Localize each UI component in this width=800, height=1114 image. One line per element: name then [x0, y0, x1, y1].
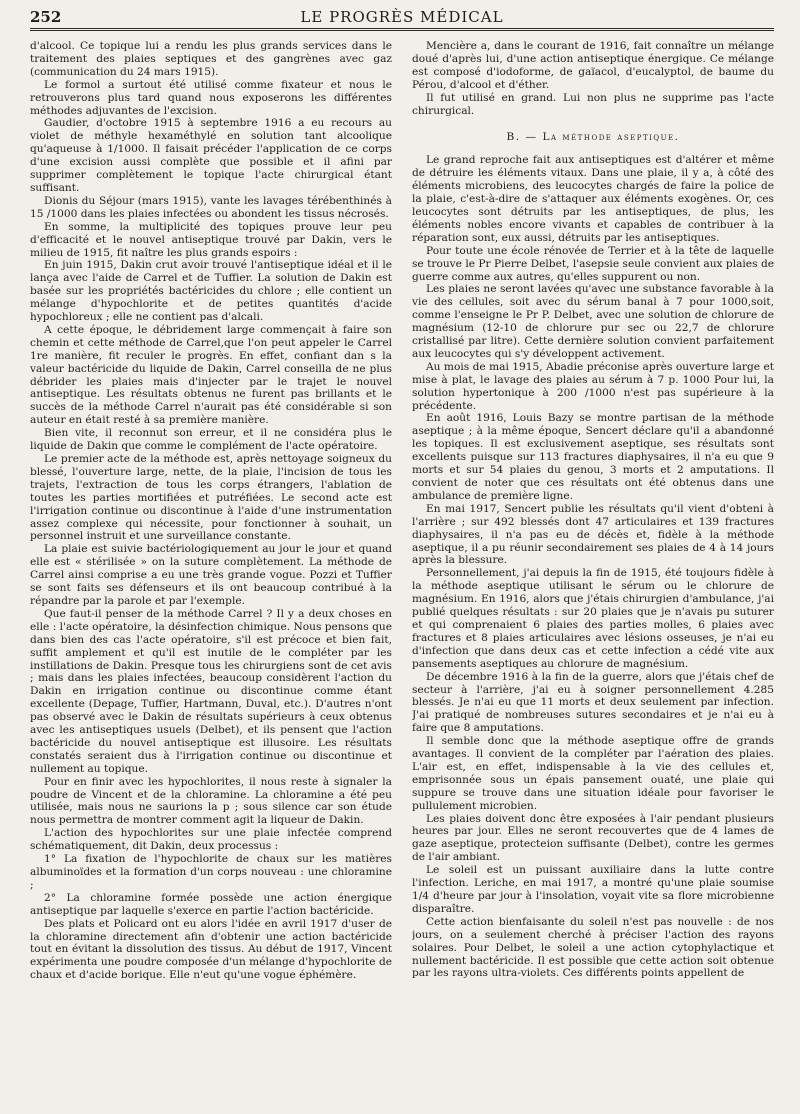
paragraph: Il semble donc que la méthode aseptique offre de grands avantages. Il convient de la compléter par l'aération des plaies. L'air est, en effet, indispensable à la vie des cellules et, emprisonnée sous un épais pansement ouaté, une plaie qui suppure se trouve dans une situation idéale pour favoriser le pullulement microbien.: [412, 735, 774, 812]
right-column-body: [412, 154, 774, 980]
paragraph: Pour toute une école rénovée de Terrier et à la tête de laquelle se trouve le Pr Pierre Delbet, l'asepsie seule convient aux plaies de guerre comme aux autres, qu'elles suppurent ou non.: [412, 244, 774, 283]
paragraph: Pour en finir avec les hypochlorites, il nous reste à signaler la poudre de Vincent et de la chloramine. La chloramine a été peu utilisée, mais nous ne saurions la p ; sous silence car son étude nous permettra de montrer comment agit la liqueur de Dakin.: [30, 775, 392, 827]
paragraph: Le grand reproche fait aux antiseptiques est d'altérer et même de détruire les éléments vitaux. Dans une plaie, il y a, à côté des éléments microbiens, des leucocytes chargés de faire la police de la plaie, c'est-à-dire de s'attaquer aux éléments exogènes. Or, ces leucocytes sont détruits par les antiseptiques, de plus, les éléments nobles encore vivants et capables de contribuer à la réparation sont, eux aussi, détruits par les antiseptiques.: [412, 154, 774, 244]
right-column: [412, 40, 774, 1104]
journal-title: LE PROGRÈS MÉDICAL: [300, 8, 504, 26]
paragraph: 2° La chloramine formée possède une action énergique antiseptique par laquelle s'exerce en partie l'action bactéricide.: [30, 891, 392, 917]
paragraph: En mai 1917, Sencert publie les résultats qu'il vient d'obteni à l'arrière ; sur 492 blessés dont 47 articulaires et 139 fractures diaphysaires, il n'a pas eu de décès et, fidèle à la méthode aseptique, il a pu réunir secondairement ses plaies de 4 à 14 jours après la blessure.: [412, 502, 774, 567]
paragraph: 1° La fixation de l'hypochlorite de chaux sur les matières albuminoïdes et la formation d'un corps nouveau : une chloramine ;: [30, 853, 392, 891]
paragraph: Les plaies doivent donc être exposées à l'air pendant plusieurs heures par jour. Elles ne seront recouvertes que de 4 lames de gaze aseptique, protecteion suffisante (Delbet), contre les germes de l'air ambiant.: [412, 812, 774, 864]
paragraph: Au mois de mai 1915, Abadie préconise après ouverture large et mise à plat, le lavage des plaies au sérum à 7 p. 1000 Pour lui, la solution hypertonique à 200 /1000 n'est pas supérieure à la précédente.: [412, 360, 774, 412]
paragraph: Le premier acte de la méthode est, après nettoyage soigneux du blessé, l'ouverture large, nette, de la plaie, l'incision de tous les trajets, l'extraction de tous les corps étrangers, l'ablation de toutes les parties mortifiées et putréfiées. Le second acte est l'irrigation continue ou discontinue à l'aide d'une instrumentation assez complexe qui nécessite, pour fonctionner à souhait, un personnel instruit et une surveillance constante.: [30, 453, 392, 543]
paragraph: Le formol a surtout été utilisé comme fixateur et nous le retrouverons plus tard quand nous exposerons les différentes méthodes adjuvantes de l'excision.: [30, 78, 392, 117]
paragraph: Cette action bienfaisante du soleil n'est pas nouvelle : de nos jours, on a seulement cherché à préciser l'action des rayons solaires. Pour Delbet, le soleil a une action cytophylactique et nullement bactéricide. Il est possible que cette action soit obtenue par les rayons ultra-violets. Ces différents points appellent de: [412, 915, 774, 980]
section-heading: B. — La méthode aseptique.: [506, 131, 680, 144]
page-header: [30, 6, 774, 31]
left-column: [30, 40, 392, 1104]
paragraph: Mencière a, dans le courant de 1916, fait connaître un mélange doué d'après lui, d'une action antiseptique énergique. Ce mélange est composé d'iodoforme, de gaïacol, d'eucalyptol, de baume du Pérou, d'alcool et d'éther.: [412, 40, 774, 91]
paragraph: En somme, la multiplicité des topiques prouve leur peu d'efficacité et le nouvel antiseptique trouvé par Dakin, vers le milieu de 1915, fit naître les plus grands espoirs :: [30, 220, 392, 259]
paragraph: De décembre 1916 à la fin de la guerre, alors que j'étais chef de secteur à l'arrière, j'ai eu à soigner personnellement 4.285 blessés. Je n'ai eu que 11 morts et deux seulement par infection. J'ai pratiqué de nombreuses sutures secondaires et je n'ai eu à faire que 8 amputations.: [412, 670, 774, 735]
paragraph: Personnellement, j'ai depuis la fin de 1915, été toujours fidèle à la méthode aseptique utilisant le sérum ou le chlorure de magnésium. En 1916, alors que j'étais chirurgien d'ambulance, j'ai publié quelques résultats : sur 20 plaies que je n'avais pu suturer et qui comprenaient 6 plaies des parties molles, 6 plaies avec fractures et 8 plaies articulaires avec lésions osseuses, je n'ai eu d'infection que dans deux cas et cette infection a cédé vite aux pansements aseptiques au chlorure de magnésium.: [412, 567, 774, 670]
paragraph: Des plats et Policard ont eu alors l'idée en avril 1917 d'user de la chloramine directement afin d'obtenir une action bactéricide tout en évitant la dissolution des tissus. Au début de 1917, Vincent expérimenta une poudre composée d'un mélange d'hypochlorite de chaux et d'acide borique. Elle n'eut qu'une vogue éphémère.: [30, 917, 392, 982]
paragraph: L'action des hypochlorites sur une plaie infectée comprend schématiquement, dit Dakin, deux processus :: [30, 827, 392, 853]
paragraph: A cette époque, le débridement large commençait à faire son chemin et cette méthode de Carrel,que l'on peut appeler le Carrel 1re manière, fit reculer le progrès. En effet, confiant dan s la valeur bactéricide du liquide de Dakin, Carrel conseilla de ne plus débrider les plaies mais d'injecter par le trajet le nouvel antiseptique. Les résultats obtenus ne furent pas brillants et le succès de la méthode Carrel n'aurait pas été considérable si son auteur en était resté à sa première manière.: [30, 323, 392, 427]
paragraph: La plaie est suivie bactériologiquement au jour le jour et quand elle est « stérilisée » on la suture complètement. La méthode de Carrel ainsi comprise a eu une très grande vogue. Pozzi et Tuffier se sont faits ses défenseurs et ils ont beaucoup contribué à la répandre par la parole et par l'exemple.: [30, 543, 392, 607]
paragraph: En juin 1915, Dakin crut avoir trouvé l'antiseptique idéal et il le lança avec l'aide de Carrel et de Tuffier. La solution de Dakin est basée sur les propriétés bactéricides du chlore ; elle contient un mélange d'hypochlorite et de petites quantités d'acide hypochloreux ; elle ne contient pas d'alcali.: [30, 259, 392, 324]
right-column-intro: [412, 40, 774, 117]
paragraph: Dionis du Séjour (mars 1915), vante les lavages térébenthinés à 15 /1000 dans les plaies infectées ou abondent les tissus nécrosés.: [30, 194, 392, 220]
paragraph: Gaudier, d'octobre 1915 à septembre 1916 a eu recours au violet de méthyle hexaméthylé en solution tant alcoolique qu'aqueuse à 1/1000. Il faisait précéder l'application de ce corps d'une excision aussi complète que possible et il afini par supprimer complètement le topique l'acte chirurgical étant suffisant.: [30, 117, 392, 194]
paragraph: Que faut-il penser de la méthode Carrel ? Il y a deux choses en elle : l'acte opératoire, la désinfection chimique. Nous pensons que dans bien des cas l'acte opératoire, s'il est précoce et bien fait, suffit amplement et qu'il est inutile de le compléter par les instillations de Dakin. Presque tous les chirurgiens sont de cet avis ; mais dans les plaies infectées, beaucoup considèrent l'action du Dakin en irrigation continue ou discontinue comme étant excellente (Depage, Tuffier, Hartmann, Duval, etc.). D'autres n'ont pas observé avec le Dakin de résultats supérieurs à ceux obtenus avec les antiseptiques usuels (Delbet), et ils pensent que l'action bactéricide du nouvel antiseptique est illusoire. Les résultats constatés seraient dus à l'irrigation continue ou discontinue et nullement au topique.: [30, 607, 392, 775]
paragraph: d'alcool. Ce topique lui a rendu les plus grands services dans le traitement des plaies septiques et des gangrènes avec gaz (communication du 24 mars 1915).: [30, 40, 392, 78]
paragraph: Bien vite, il reconnut son erreur, et il ne considéra plus le liquide de Dakin que comme le complément de l'acte opératoire.: [30, 427, 392, 453]
page-number: 252: [30, 8, 62, 26]
paragraph: Il fut utilisé en grand. Lui non plus ne supprime pas l'acte chirurgical.: [412, 91, 774, 117]
paragraph: Le soleil est un puissant auxiliaire dans la lutte contre l'infection. Leriche, en mai 1917, a montré qu'une plaie soumise 1/4 d'heure par jour à l'insolation, voyait vite sa flore microbienne disparaître.: [412, 864, 774, 915]
paragraph: Les plaies ne seront lavées qu'avec une substance favorable à la vie des cellules, soit avec du sérum banal à 7 pour 1000,soit, comme l'enseigne le Pr P. Delbet, avec une solution de chlorure de magnésium (12-10 de chlorure pur sec ou 22,7 de chlorure cristallisé par litre). Cette dernière solution convient parfaitement aux leucocytes qui s'y développent activement.: [412, 283, 774, 360]
paragraph: En août 1916, Louis Bazy se montre partisan de la méthode aseptique ; à la même époque, Sencert déclare qu'il a abandonné les topiques. Il est exclusivement aseptique, ses résultats sont excellents puisque sur 113 fractures diaphysaires, il n'a eu que 9 morts et sur 54 plaies du genou, 3 morts et 2 amputations. Il convient de noter que ces résultats ont été obtenus dans une ambulance de première ligne.: [412, 412, 774, 502]
